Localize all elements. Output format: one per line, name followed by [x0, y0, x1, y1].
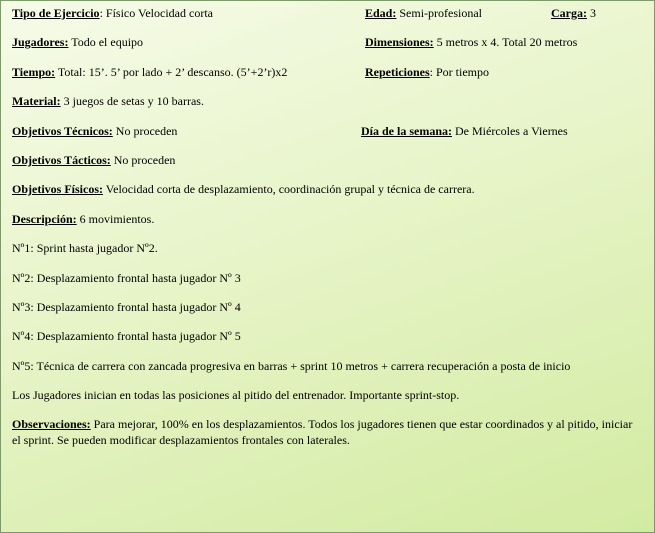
movimiento-3: Nº3: Desplazamiento frontal hasta jugador Nº 4 [12, 300, 241, 314]
obj-tecnicos-value: No proceden [112, 124, 178, 138]
row-observaciones [12, 416, 640, 448]
descripcion-value: 6 movimientos. [76, 212, 155, 226]
row-obj-tecnicos [12, 124, 177, 138]
tipo-value: : Físico Velocidad corta [99, 6, 213, 20]
row-tipo [12, 6, 213, 20]
dia-semana-label: Día de la semana: [361, 124, 452, 138]
edad-value: Semi-profesional [396, 6, 483, 20]
dia-semana-value: De Miércoles a Viernes [452, 124, 568, 138]
movimiento-5: Nº5: Técnica de carrera con zancada progresiva en barras + sprint 10 metros + carrera recuperación a posta de inicio [12, 359, 571, 373]
carga-label: Carga: [551, 6, 587, 20]
obj-tacticos-value: No proceden [110, 153, 176, 167]
jugadores-label: Jugadores: [12, 35, 69, 49]
row-tiempo [12, 65, 287, 79]
material-value: 3 juegos de setas y 10 barras. [60, 94, 204, 108]
row-material [12, 94, 204, 108]
obj-tecnicos-label: Objetivos Técnicos: [12, 124, 113, 138]
descripcion-label: Descripción: [12, 212, 77, 226]
movimiento-2: Nº2: Desplazamiento frontal hasta jugador Nº 3 [12, 271, 241, 285]
dimensiones-label: Dimensiones: [365, 35, 434, 49]
tiempo-label: Tiempo: [12, 65, 56, 79]
carga-value: 3 [587, 6, 596, 20]
dimensiones-value: 5 metros x 4. Total 20 metros [433, 35, 578, 49]
edad-label: Edad: [365, 6, 397, 20]
obj-tacticos-label: Objetivos Tácticos: [12, 153, 111, 167]
row-dia-semana [361, 124, 568, 138]
nota-jugadores: Los Jugadores inician en todas las posiciones al pitido del entrenador. Importante sprint-stop. [12, 388, 460, 402]
movimiento-4: Nº4: Desplazamiento frontal hasta jugador Nº 5 [12, 329, 241, 343]
row-repeticiones [365, 65, 489, 79]
repeticiones-value: : Por tiempo [429, 65, 489, 79]
row-carga [551, 6, 596, 20]
row-edad [365, 6, 482, 20]
movimiento-1: Nº1: Sprint hasta jugador Nº2. [12, 241, 158, 255]
tipo-label: Tipo de Ejercicio [12, 6, 100, 20]
obj-fisicos-value: Velocidad corta de desplazamiento, coordinación grupal y técnica de carrera. [103, 182, 475, 196]
row-obj-fisicos [12, 182, 475, 196]
row-descripcion [12, 212, 154, 226]
observaciones-value: Para mejorar, 100% en los desplazamientos. Todos los jugadores tienen que estar coordinados y al pitido, iniciar el sprint. Se pueden modificar desplazamientos frontales con laterales. [12, 417, 633, 447]
jugadores-value: Todo el equipo [68, 35, 144, 49]
observaciones-label: Observaciones: [12, 417, 91, 431]
repeticiones-label: Repeticiones [365, 65, 430, 79]
row-jugadores [12, 35, 143, 49]
tiempo-value: Total: 15’. 5’ por lado + 2’ descanso. (5’+2’r)x2 [55, 65, 288, 79]
row-dimensiones [365, 35, 577, 49]
row-obj-tacticos [12, 153, 175, 167]
material-label: Material: [12, 94, 61, 108]
obj-fisicos-label: Objetivos Físicos: [12, 182, 103, 196]
